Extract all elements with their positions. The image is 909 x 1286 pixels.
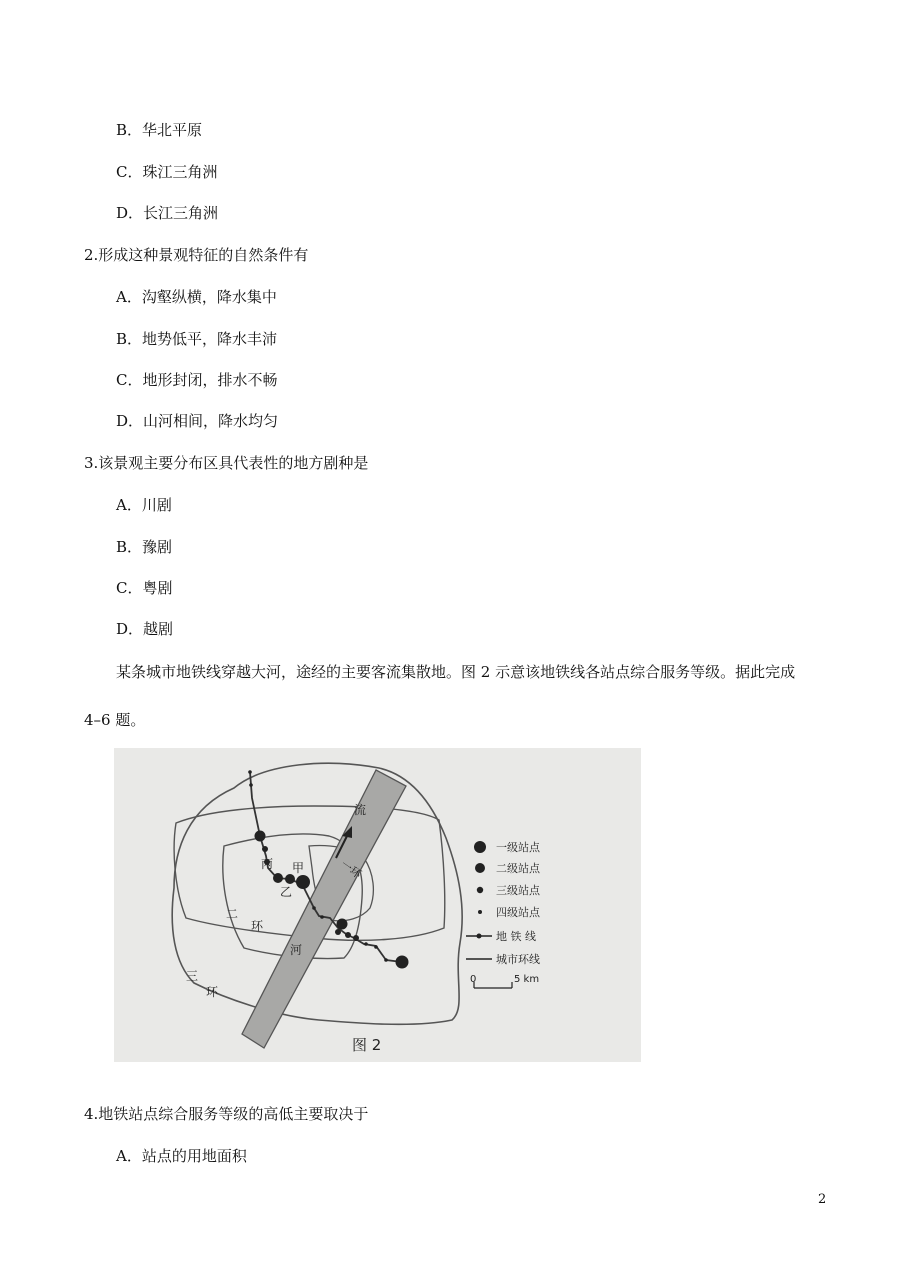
option-d-q2: D．山河相间，降水均匀 [116,412,279,430]
label-bing: 丙 [261,857,274,871]
label-ring3-a: 三 [186,969,199,983]
question-2-stem: 2.形成这种景观特征的自然条件有 [84,246,309,264]
option-b-q2: B．地势低平，降水丰沛 [116,330,278,348]
label-ring1: 一环 [338,857,364,882]
scale-distance: 5 km [514,974,540,985]
option-a-q3: A．川剧 [116,496,172,514]
station-3 [353,935,359,941]
option-a-q2: A．沟壑纵横，降水集中 [116,288,277,306]
station-4 [312,906,316,910]
station-2 [273,873,283,883]
option-c-q2: C．地形封闭，排水不畅 [116,371,278,389]
intro-paragraph-line2: 4–6 题。 [84,711,146,729]
station-4 [249,783,253,787]
option-c-q3: C．粤剧 [116,579,173,597]
legend-level-3: 三级站点 [496,884,540,897]
figure-caption: 图 2 [352,1036,382,1054]
option-b-q3: B．豫剧 [116,538,173,556]
option-a-q4: A．站点的用地面积 [116,1147,247,1165]
map-legend [466,840,541,988]
legend-metro-line: 地 铁 线 [496,930,536,943]
option-b-q1: B．华北平原 [116,121,203,139]
station-4 [248,770,252,774]
option-c-q1: C．珠江三角洲 [116,163,218,181]
label-river-name: 河 [290,943,303,957]
station-3 [335,929,341,935]
station-2 [337,919,348,930]
legend-level-2: 二级站点 [496,862,540,875]
station-1 [296,875,310,889]
station-3 [262,846,268,852]
metro-map-svg [114,748,641,1062]
legend-ring-road: 城市环线 [496,953,540,966]
label-flow: 流 [354,803,367,817]
river [242,770,406,1048]
station-4 [364,942,368,946]
label-ring2-b: 环 [251,919,264,933]
station-1 [396,956,409,969]
station-3 [345,932,351,938]
question-4-stem: 4.地铁站点综合服务等级的高低主要取决于 [84,1105,369,1123]
label-yi: 乙 [280,885,293,899]
legend-level-4: 四级站点 [496,906,540,919]
station-2 [285,874,295,884]
option-d-q3: D．越剧 [116,620,174,638]
label-jia: 甲 [292,861,305,875]
scale-zero: 0 [470,974,477,985]
metro-map-figure [114,748,641,1062]
intro-paragraph-line1: 某条城市地铁线穿越大河，途经的主要客流集散地。图 2 示意该地铁线各站点综合服务等级。据此完成 [116,663,796,681]
label-ring3-b: 环 [206,985,219,999]
page-number: 2 [818,1192,827,1207]
station-4 [374,945,378,949]
station-4 [320,915,324,919]
question-3-stem: 3.该景观主要分布区具代表性的地方剧种是 [84,454,369,472]
label-ring2-a: 二 [226,907,239,921]
legend-level-1: 一级站点 [496,841,540,854]
option-d-q1: D．长江三角洲 [116,204,219,222]
station-4 [384,958,388,962]
station-2 [255,831,266,842]
